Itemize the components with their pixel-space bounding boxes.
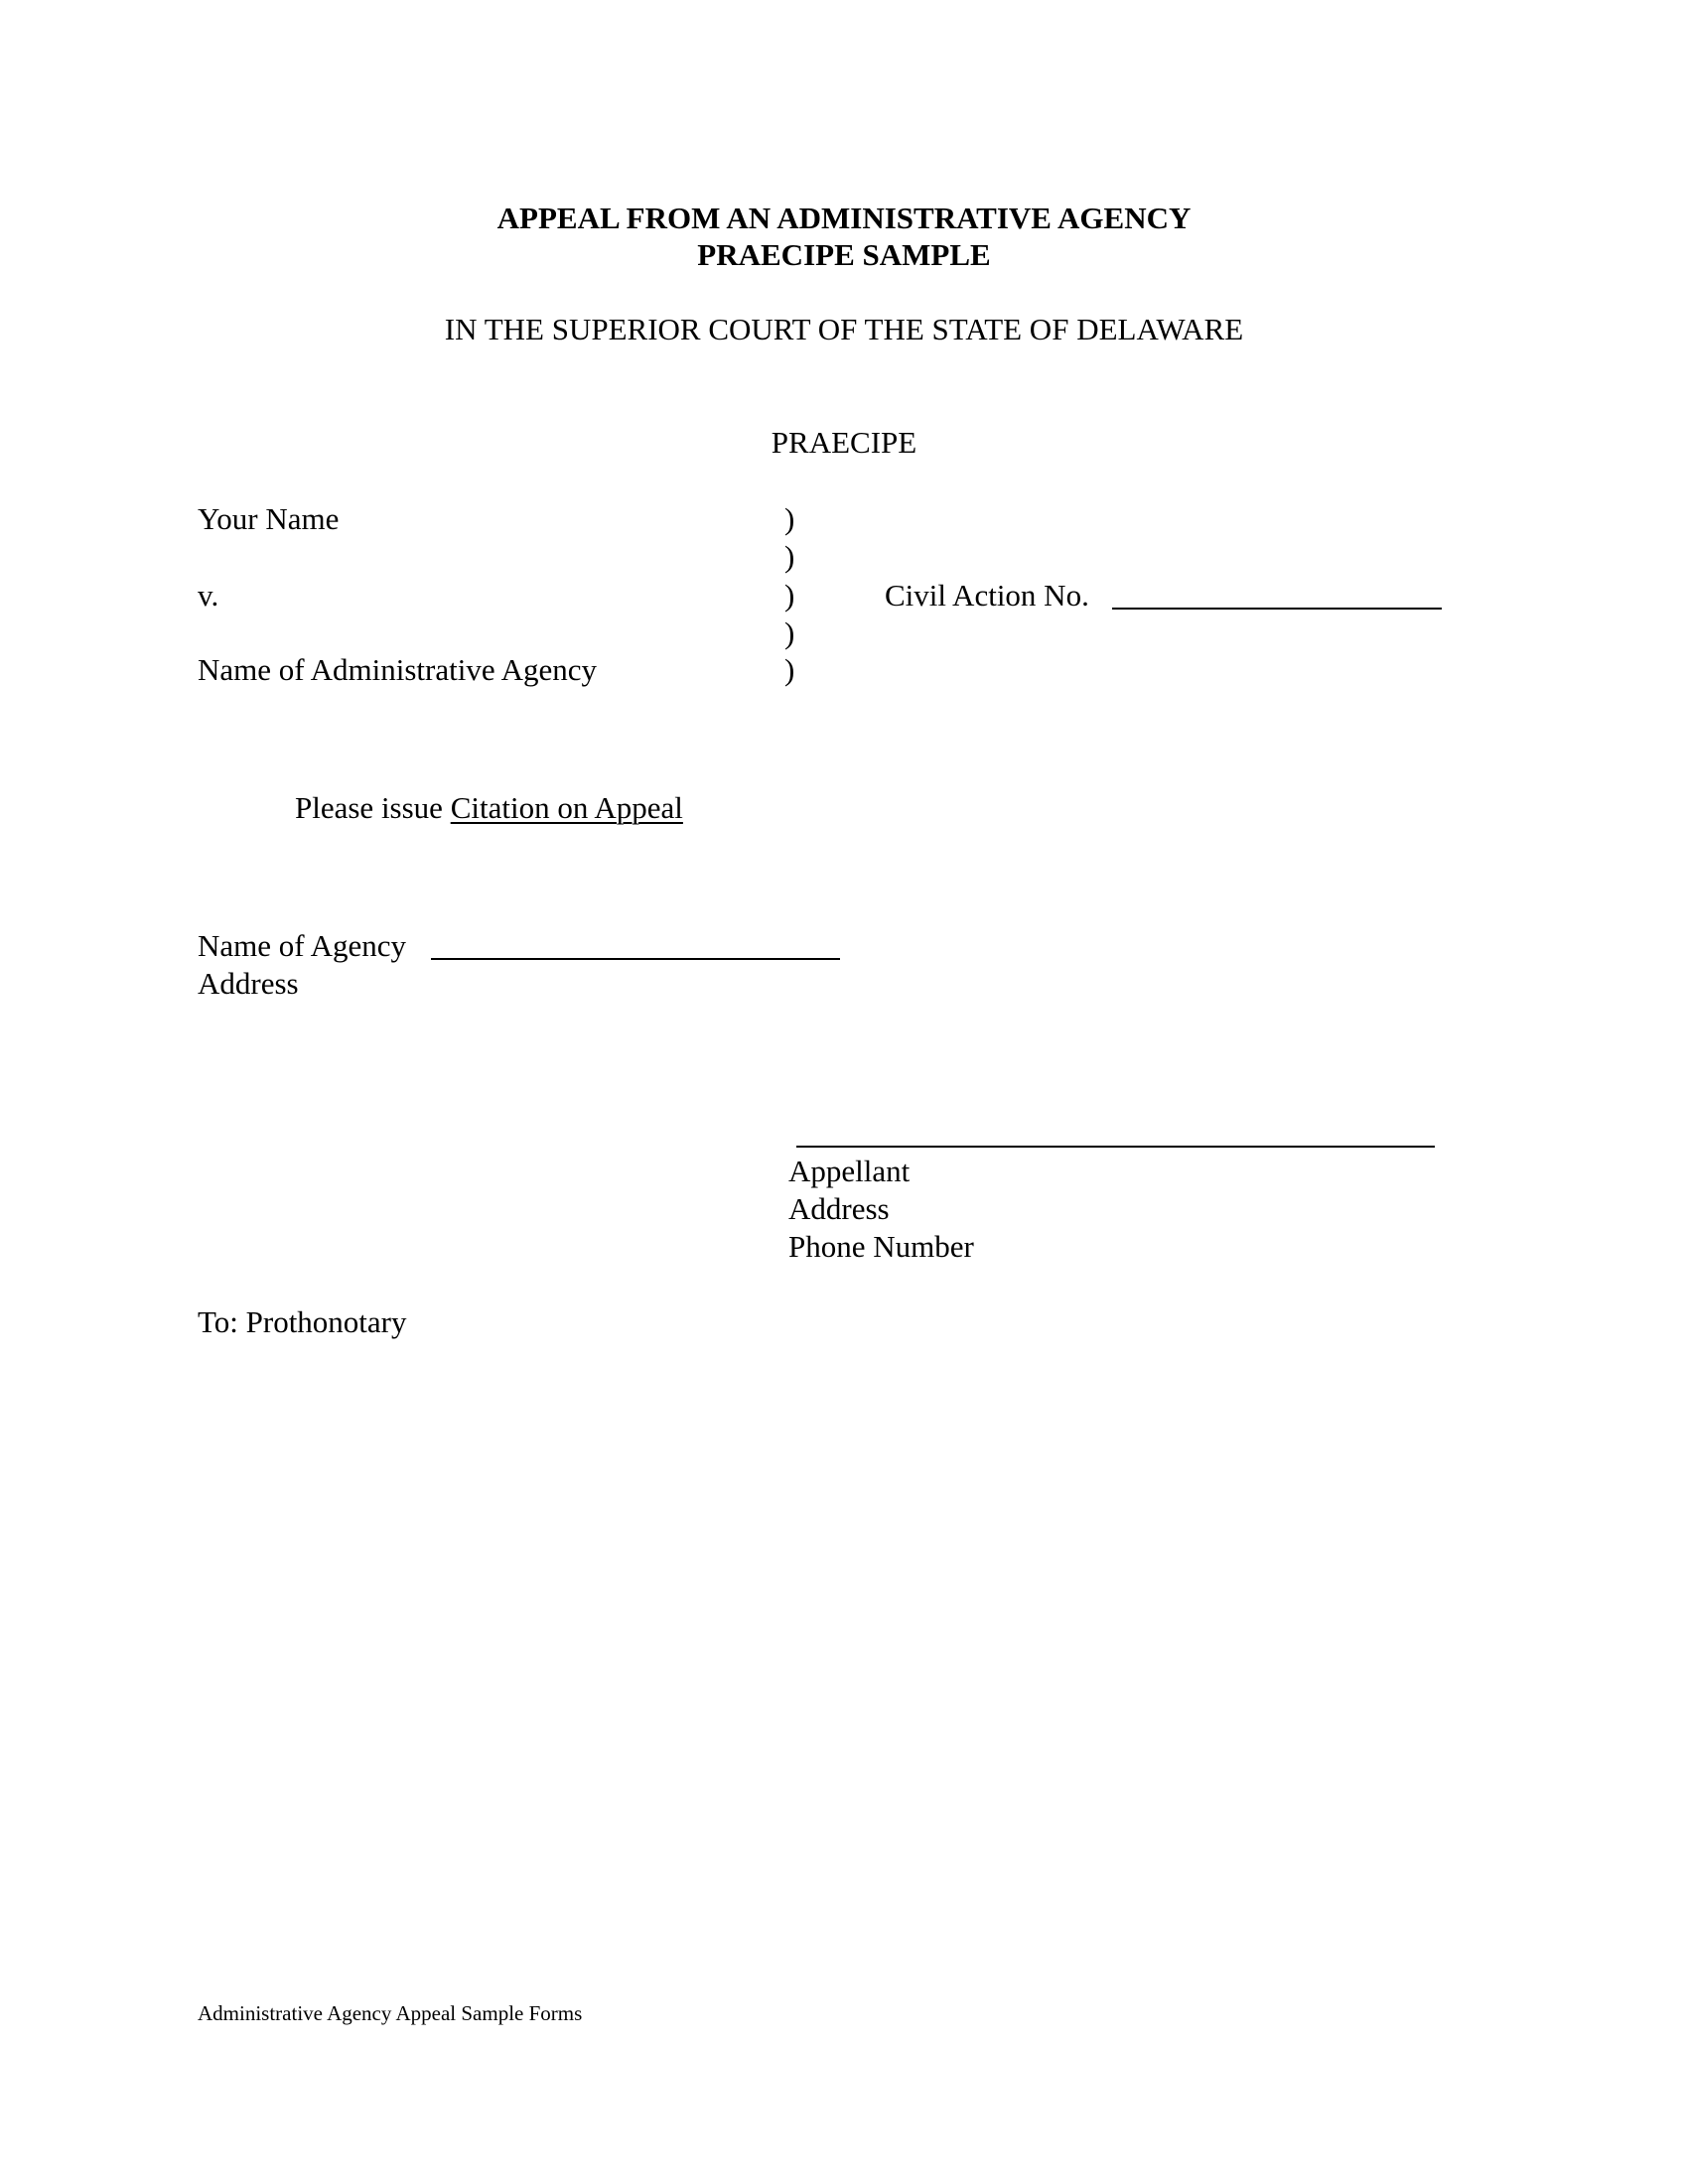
agency-name-field[interactable] [431,958,840,960]
caption-paren: ) [784,615,795,650]
versus-label: v. [198,578,219,613]
court-heading: IN THE SUPERIOR COURT OF THE STATE OF DELAWARE [444,312,1244,346]
defendant-name: Name of Administrative Agency [198,652,598,687]
appellant-label: Appellant [788,1154,911,1188]
page-footer: Administrative Agency Appeal Sample Forms [198,2001,583,2025]
agency-name-label: Name of Agency [198,928,407,963]
appellant-address-label: Address [788,1191,890,1226]
plaintiff-name: Your Name [198,501,340,536]
appellant-phone-label: Phone Number [788,1229,974,1264]
civil-action-label: Civil Action No. [885,578,1089,613]
request-line [295,792,683,823]
civil-action-number-field[interactable] [1112,608,1442,610]
recipient-line: To: Prothonotary [198,1304,407,1339]
request-prefix: Please issue [295,790,451,825]
praecipe-heading: PRAECIPE [771,425,917,460]
caption-paren: ) [784,652,795,687]
agency-address-label: Address [198,966,299,1001]
signature-line[interactable] [796,1146,1435,1148]
caption-paren: ) [784,501,795,536]
title-line-1: APPEAL FROM AN ADMINISTRATIVE AGENCY [496,201,1192,235]
caption-paren: ) [784,539,795,574]
title-line-2: PRAECIPE SAMPLE [697,237,991,272]
requested-document: Citation on Appeal [450,790,683,825]
caption-paren: ) [784,578,795,613]
